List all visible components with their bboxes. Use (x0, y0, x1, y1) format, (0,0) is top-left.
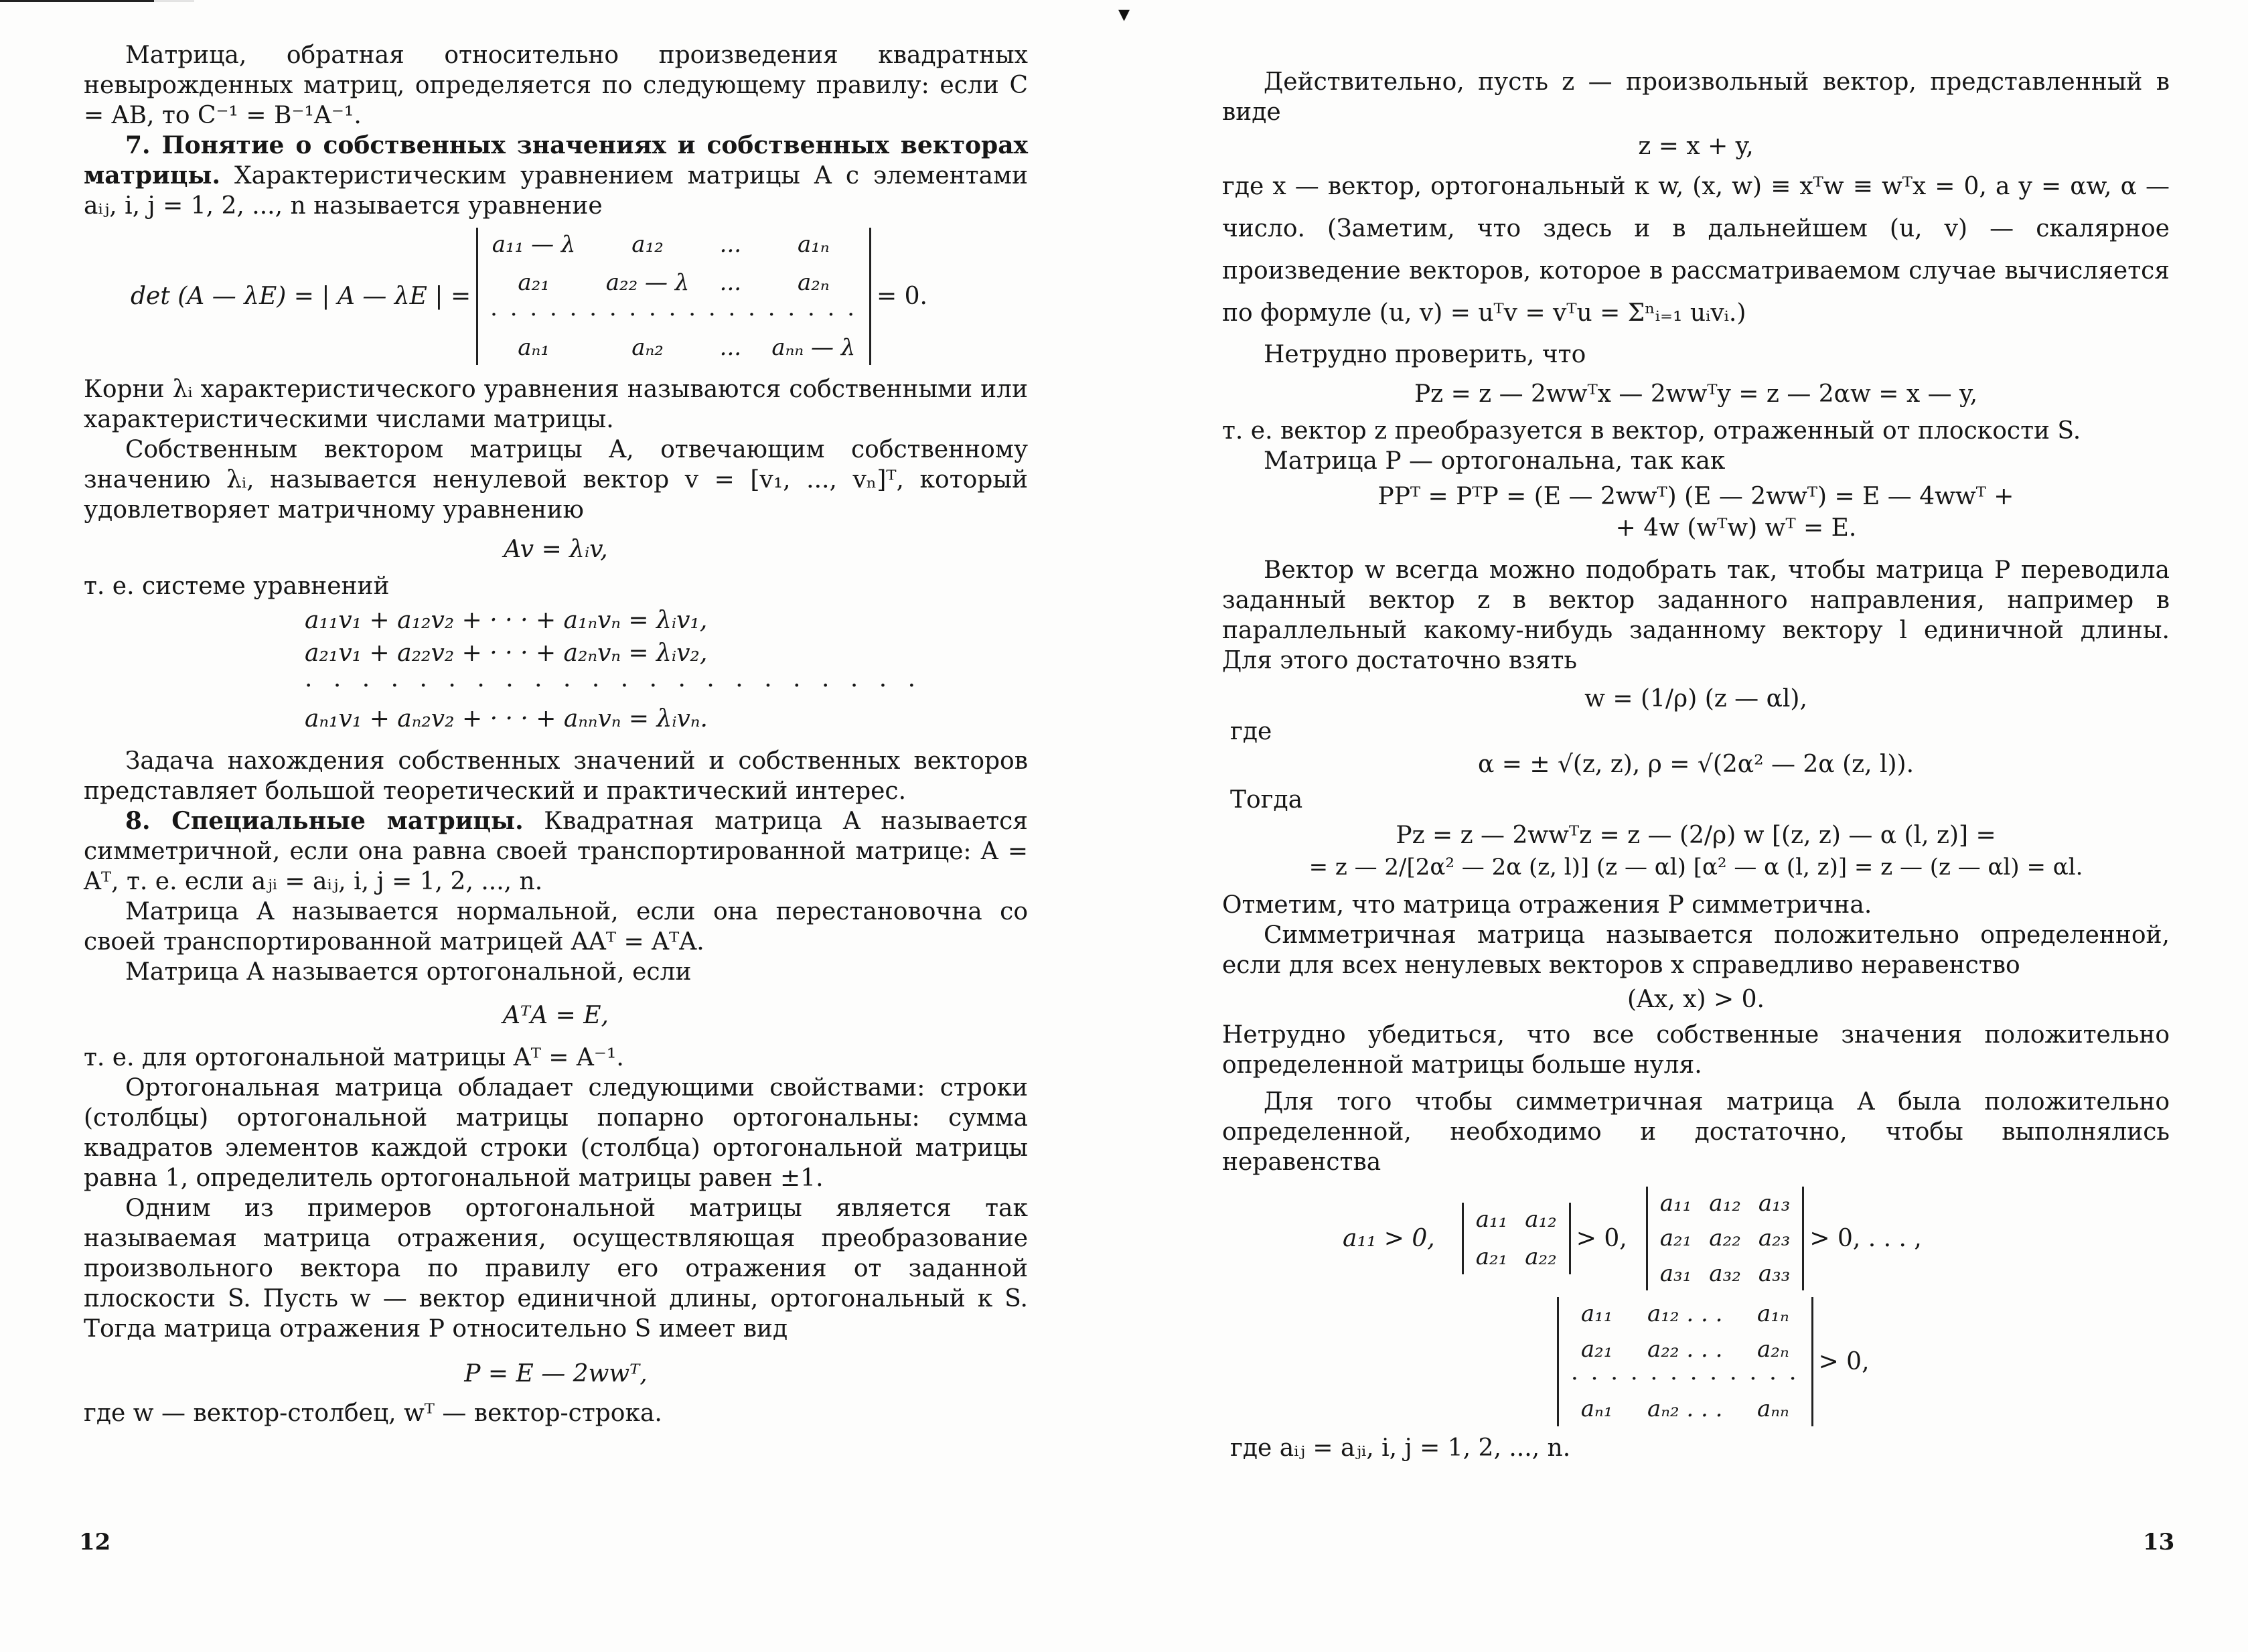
det-cell: a₂₁ (1580, 1335, 1613, 1363)
det-cell: a₁₁ (1475, 1205, 1508, 1233)
equation-w: w = (1/ρ) (z — αl), (1584, 685, 1807, 712)
equation-orthogonal: AᵀA = E, (503, 1001, 609, 1029)
det-cell: aₙₙ (1756, 1396, 1789, 1423)
det-cell: a₁₂ (1709, 1189, 1741, 1217)
equation-pp-line2: + 4w (wᵀw) wᵀ = E. (1615, 514, 1857, 542)
paragraph-indeed: Действительно, пусть z — произвольный вектор, представленный в виде (1222, 68, 2170, 126)
paragraph-ortho-properties: Ортогональная матрица обладает следующими свойствами: строки (столбцы) ортогональной матрицы попарно ортогональны: сумма квадратов элементов каждой строки (столбца) ортогональной матрицы равна 1, определитель ортогональной матрицы равен ±1. (84, 1073, 1028, 1192)
equation-then-line1: Pz = z — 2wwᵀz = z — (2/ρ) w [(z, z) — α (l, z)] = (1396, 822, 1996, 849)
equation-z: z = x + y, (1638, 133, 1754, 160)
equation-positive: (Ax, x) > 0. (1627, 985, 1765, 1013)
system-line: aₙ₁v₁ + aₙ₂v₂ + · · · + aₙₙvₙ = λᵢvₙ. (305, 704, 708, 733)
det-cell: a₁₁ (1659, 1189, 1692, 1217)
section-8 (84, 806, 1028, 897)
equation-system (84, 605, 1028, 734)
det-cell: a₂₂ (1525, 1244, 1557, 1271)
det-cell: a₂₁ (1475, 1244, 1508, 1271)
top-rule (0, 0, 154, 2)
det-cell: a₂₂ (1709, 1225, 1741, 1252)
det-cell: a₁ₙ (1757, 1300, 1789, 1327)
paragraph-column-row: где w — вектор-столбец, wᵀ — вектор-строка. (84, 1399, 662, 1427)
det-cell: ... (719, 269, 742, 296)
det-cell: a₁₁ (1580, 1300, 1613, 1327)
det-cell: a₂₂ . . . (1647, 1335, 1723, 1363)
paragraph-eigen-positive: Нетрудно убедиться, что все собственные значения положительно определенной матрицы больше нуля. (1222, 1021, 2170, 1079)
paragraph-system-intro: т. е. системе уравнений (84, 572, 390, 600)
minor-3-determinant (1646, 1187, 1805, 1291)
label-then: Тогда (1230, 786, 1303, 814)
right-page (1222, 67, 2170, 1463)
minor-n-determinant (1557, 1297, 1813, 1426)
det-cell: a₂ₙ (798, 269, 830, 296)
paragraph-ortho-inverse: т. е. для ортогональной матрицы Aᵀ = A⁻¹. (84, 1043, 624, 1071)
det-cell: a₁₂ . . . (1647, 1300, 1723, 1327)
paragraph-inverse-product: Матрица, обратная относительно произведения квадратных невырожденных матриц, определяется по следующему правилу: если C = AB, то C⁻¹ = B⁻¹A⁻¹. (84, 42, 1028, 129)
section-7 (84, 131, 1028, 221)
det-cell: a₁ₙ (798, 231, 830, 258)
det-dots: · · · · · · · · · · · · (1571, 1365, 1799, 1392)
det-cell: aₙ₁ (1580, 1396, 1613, 1423)
paragraph-symmetry-condition: где aᵢⱼ = aⱼᵢ, i, j = 1, 2, ..., n. (1230, 1434, 1571, 1462)
paragraph-choose-w: Вектор w всегда можно подобрать так, чтобы матрица P переводила заданный вектор z в вектор заданного направления, например в параллельный какому-нибудь заданному вектору l единичной длины. Для этого достаточно взять (1222, 556, 2170, 674)
system-line: a₁₁v₁ + a₁₂v₂ + · · · + a₁ₙvₙ = λᵢv₁, (305, 606, 708, 634)
paragraph-p-orthogonal: Матрица P — ортогональна, так как (1264, 447, 1726, 475)
paragraph-where-x: где x — вектор, ортогональный к w, (x, w) ≡ xᵀw ≡ wᵀx = 0, а y = αw, α — число. (Заметим, что здесь и в дальнейшем (u, v) — скалярное произведение векторов, которое в рассматриваемом случае вычисляется по формуле (u, v) = uᵀv = vᵀu = Σⁿᵢ₌₁ uᵢvᵢ.) (1222, 173, 2170, 327)
equation-alpha-rho: α = ± √(z, z), ρ = √(2α² — 2α (z, l)). (1477, 751, 1915, 778)
det-cell: aₙ₁ (518, 334, 550, 362)
det-rhs: = 0. (877, 282, 927, 310)
det-cell: a₂₃ (1758, 1225, 1791, 1252)
equation-reflection: P = E — 2wwᵀ, (464, 1359, 648, 1387)
det-cell: ... (719, 334, 742, 362)
det-cell: a₂₁ (518, 269, 550, 296)
minor-3-gt: > 0, . . . , (1809, 1224, 1922, 1252)
equation-then-line2: = z — 2/[2α² — 2α (z, l)] (z — αl) [α² — α (l, z)] = z — (z — αl) = αl. (1308, 854, 2083, 881)
binding-mark: ▾ (1118, 1, 1130, 27)
det-cell: a₁₁ — λ (492, 231, 576, 258)
paragraph-reflection: Одним из примеров ортогональной матрицы является так называемая матрица отражения, осуществляющая преобразование произвольного вектора по правилу его отражения от заданной плоскости S. Пусть w — вектор единичной длины, ортогональный к S. Тогда матрица отражения P относительно S имеет вид (84, 1194, 1028, 1343)
det-lhs: det (A — λE) = | A — λE | = (131, 282, 471, 310)
system-line: a₂₁v₁ + a₂₂v₂ + · · · + a₂ₙvₙ = λᵢv₂, (305, 639, 708, 667)
det-cell: a₂ₙ (1757, 1335, 1789, 1363)
det-cell: a₃₂ (1709, 1260, 1741, 1287)
left-page (84, 40, 1028, 1428)
det-cell: a₁₂ (631, 231, 664, 258)
minor-2-gt: > 0, (1576, 1224, 1627, 1252)
equation-av: Av = λᵢv, (504, 535, 608, 563)
section-7-title: 7. Понятие о собственных значениях и собственных векторах матрицы. (84, 131, 1028, 190)
det-cell: a₃₃ (1758, 1260, 1791, 1287)
paragraph-eigenvector: Собственным вектором матрицы A, отвечающим собственному значению λᵢ, называется ненулевой вектор v = [v₁, ..., vₙ]ᵀ, который удовлетворяет матричному уравнению (84, 435, 1028, 524)
characteristic-determinant (476, 228, 871, 365)
label-where: где (1230, 718, 1272, 745)
section-7-text: Характеристическим уравнением матрицы A с элементами aᵢⱼ, i, j = 1, 2, ..., n называется уравнение (84, 162, 1028, 220)
characteristic-equation (131, 228, 1028, 365)
page-number-right: 13 (2143, 1529, 2175, 1556)
minor-1: a₁₁ > 0, (1343, 1224, 1435, 1252)
det-cell: a₁₃ (1758, 1189, 1791, 1217)
det-cell: aₙ₂ (631, 334, 664, 362)
det-cell: aₙ₂ . . . (1647, 1396, 1723, 1423)
page-number-left: 12 (79, 1529, 111, 1556)
section-8-text: Квадратная матрица A называется симметричной, если она равна своей транспортированной матрице: A = Aᵀ, т. е. если aⱼᵢ = aᵢⱼ, i, j = 1, 2, ..., n. (84, 807, 1028, 895)
paragraph-normal: Матрица A называется нормальной, если она перестановочна со своей транспортированной матрицей AAᵀ = AᵀA. (84, 897, 1028, 956)
minor-n-gt: > 0, (1818, 1347, 1870, 1375)
det-cell: a₂₁ (1659, 1225, 1692, 1252)
det-cell: a₂₂ — λ (605, 269, 690, 296)
paragraph-reflected: т. е. вектор z преобразуется в вектор, отраженный от плоскости S. (1222, 417, 2081, 445)
paragraph-symmetric: Отметим, что матрица отражения P симметрична. (1222, 891, 1872, 919)
paragraph-positive-definite: Симметричная матрица называется положительно определенной, если для всех ненулевых векторов x справедливо неравенство (1222, 921, 2170, 979)
det-cell: ... (719, 231, 742, 258)
paragraph-interest: Задача нахождения собственных значений и собственных векторов представляет большой теоретический и практический интерес. (84, 747, 1028, 805)
det-dots: · · · · · · · · · · · · · · · · · · · (490, 301, 858, 328)
paragraph-criterion: Для того чтобы симметричная матрица A была положительно определенной, необходимо и достаточно, чтобы выполнялись неравенства (1222, 1087, 2170, 1176)
det-cell: a₁₂ (1525, 1205, 1557, 1233)
det-cell: aₙₙ — λ (771, 334, 856, 362)
det-cell: a₃₁ (1659, 1260, 1692, 1287)
paragraph-check: Нетрудно проверить, что (1264, 341, 1586, 368)
system-dots: · · · · · · · · · · · · · · · · · · · · · · (305, 672, 923, 700)
paragraph-roots: Корни λᵢ характеристического уравнения называются собственными или характеристическими числами матрицы. (84, 375, 1028, 433)
section-8-title: 8. Специальные матрицы. (125, 806, 524, 835)
minor-n-row (1557, 1297, 2170, 1426)
paragraph-orthogonal: Матрица A называется ортогональной, если (125, 958, 692, 986)
minor-2-determinant (1462, 1203, 1571, 1274)
sylvester-minors-row (1343, 1187, 2170, 1291)
equation-pp-line1: PPᵀ = PᵀP = (E — 2wwᵀ) (E — 2wwᵀ) = E — 4wwᵀ + (1377, 483, 2014, 510)
equation-pz: Pz = z — 2wwᵀx — 2wwᵀy = z — 2αw = x — y, (1414, 380, 1978, 408)
